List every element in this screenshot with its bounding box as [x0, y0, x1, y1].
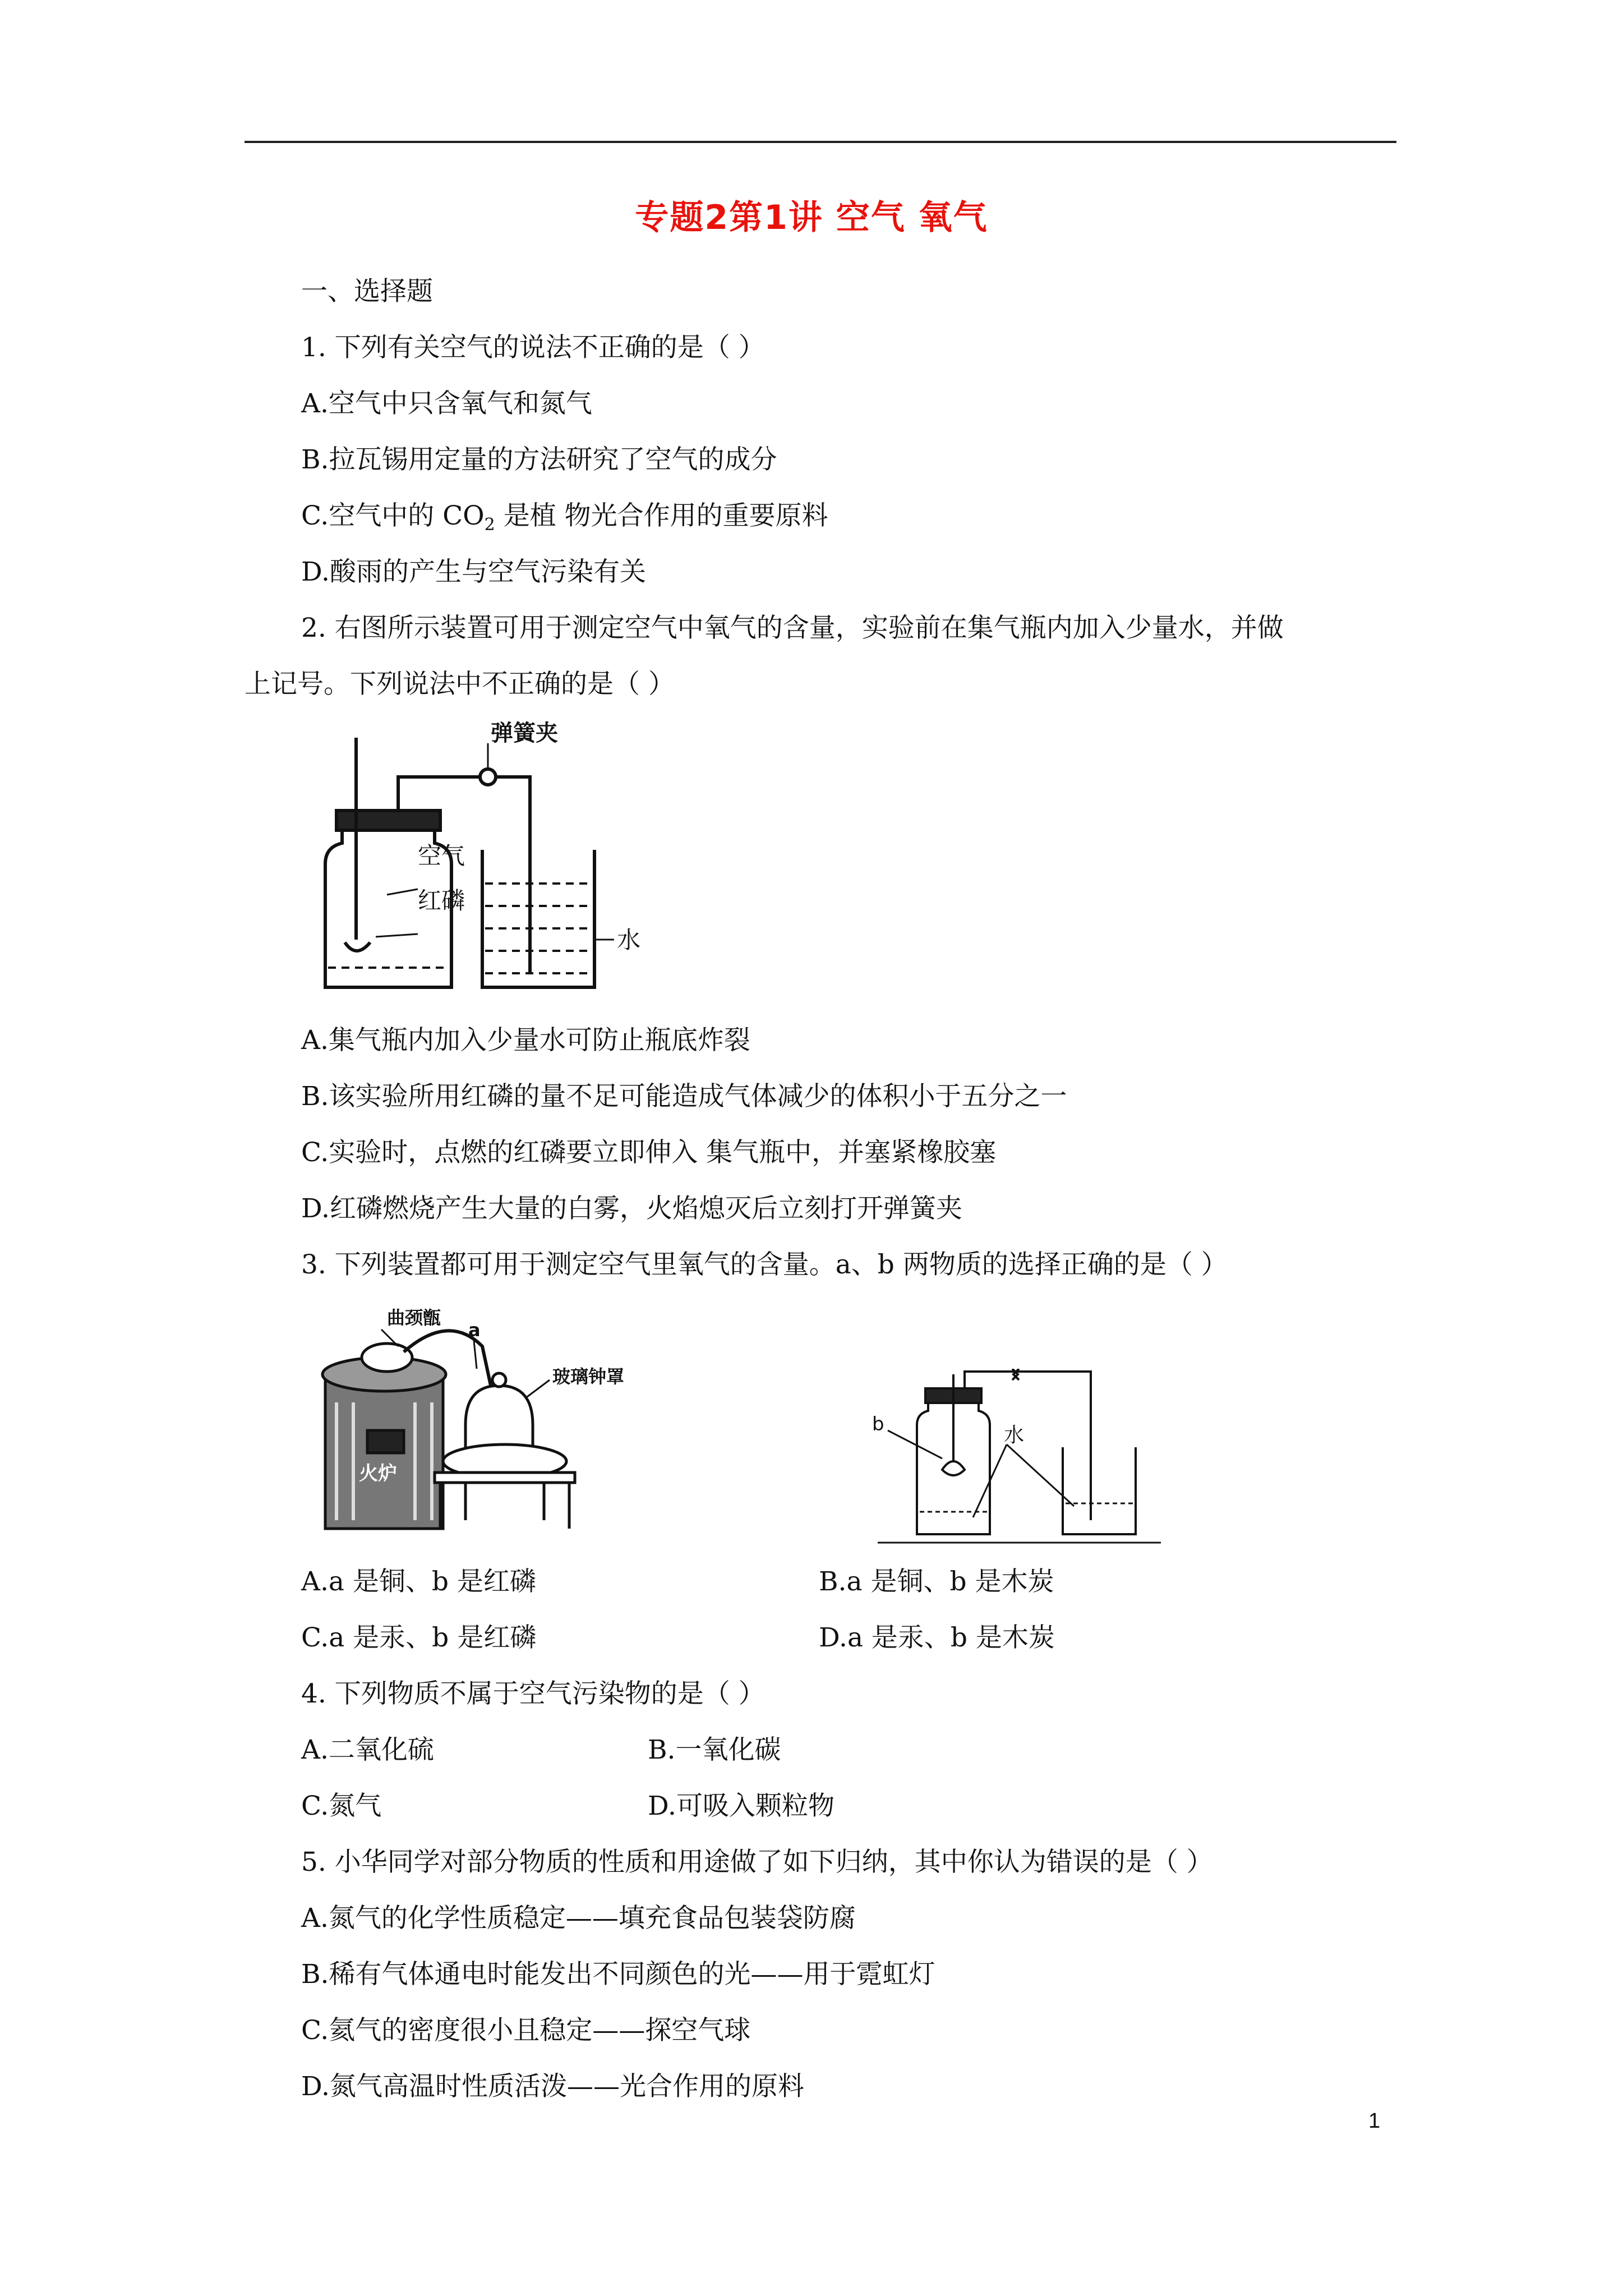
- q2-option-b: B.该实验所用红磷的量不足可能造成气体减少的体积小于五分之一: [301, 1081, 1067, 1112]
- q5-option-d: D.氮气高温时性质活泼——光合作用的原料: [301, 2071, 804, 2102]
- q2-stem-line2: 上记号。下列说法中不正确的是（ ）: [245, 669, 675, 700]
- fig-label-a: a: [468, 1319, 481, 1341]
- q2-option-a: A.集气瓶内加入少量水可防止瓶底炸裂: [301, 1025, 750, 1056]
- q2-apparatus-figure: [303, 721, 651, 1001]
- header-rule: [245, 141, 1396, 143]
- q4-option-a: A.二氧化硫: [301, 1734, 434, 1765]
- q3-option-b: B.a 是铜、b 是木炭: [819, 1566, 1054, 1597]
- q3-option-d: D.a 是汞、b 是木炭: [819, 1622, 1055, 1653]
- q1-option-c-sub: 2: [484, 515, 495, 535]
- fig-label-clamp: 弹簧夹: [491, 721, 558, 746]
- q5-option-c: C.氦气的密度很小且稳定——探空气球: [301, 2015, 751, 2046]
- fig-label-furnace: 火炉: [359, 1462, 397, 1485]
- fig-label-water: 水: [617, 926, 641, 954]
- fig-label-b: b: [872, 1413, 884, 1435]
- q5-option-a: A.氮气的化学性质稳定——填充食品包装袋防腐: [301, 1903, 856, 1934]
- q1-option-a: A.空气中只含氧气和氮气: [301, 388, 592, 419]
- fig-label-bell-jar: 玻璃钟罩: [552, 1366, 625, 1387]
- q4-option-b: B.一氧化碳: [648, 1734, 781, 1765]
- q5-stem: 5. 小华同学对部分物质的性质和用途做了如下归纳，其中你认为错误的是（ ）: [301, 1847, 1213, 1878]
- q1-stem: 1. 下列有关空气的说法不正确的是（ ）: [301, 332, 765, 363]
- q1-option-c: [301, 499, 828, 542]
- section-heading: 一、选择题: [301, 276, 433, 307]
- page-title: 专题2第1讲 空气 氧气: [635, 198, 988, 237]
- q4-option-c: C.氮气: [301, 1791, 382, 1821]
- q3-stem: 3. 下列装置都可用于测定空气里氧气的含量。a、b 两物质的选择正确的是（ ）: [301, 1249, 1228, 1280]
- fig-label-water-right: 水: [1004, 1424, 1025, 1447]
- q3-option-c: C.a 是汞、b 是红磷: [301, 1622, 537, 1653]
- q2-option-c: C.实验时，点燃的红磷要立即伸入 集气瓶中，并塞紧橡胶塞: [301, 1137, 997, 1168]
- q3-option-a: A.a 是铜、b 是红磷: [301, 1566, 536, 1597]
- q1-option-c-pre: C.空气中的 CO: [301, 500, 485, 531]
- fig-label-retort: 曲颈甑: [387, 1307, 441, 1328]
- q1-option-c-post: 是植 物光合作用的重要原料: [495, 500, 828, 531]
- q1-option-d: D.酸雨的产生与空气污染有关: [301, 556, 646, 587]
- q2-option-d: D.红磷燃烧产生大量的白雾，火焰熄灭后立刻打开弹簧夹: [301, 1193, 962, 1224]
- page-number: 1: [1368, 2109, 1381, 2133]
- q5-option-b: B.稀有气体通电时能发出不同颜色的光——用于霓虹灯: [301, 1959, 935, 1990]
- fig-label-phosphorus: 红磷: [418, 887, 465, 914]
- q3-lavoisier-figure: [314, 1301, 651, 1537]
- q4-stem: 4. 下列物质不属于空气污染物的是（ ）: [301, 1678, 765, 1709]
- q4-option-d: D.可吸入颗粒物: [648, 1791, 834, 1821]
- q3-bottle-figure: [872, 1369, 1164, 1548]
- q2-stem-line1: 2. 右图所示装置可用于测定空气中氧气的含量，实验前在集气瓶内加入少量水，并做: [301, 613, 1284, 643]
- q1-option-b: B.拉瓦锡用定量的方法研究了空气的成分: [301, 444, 777, 475]
- fig-label-air: 空气: [418, 842, 465, 869]
